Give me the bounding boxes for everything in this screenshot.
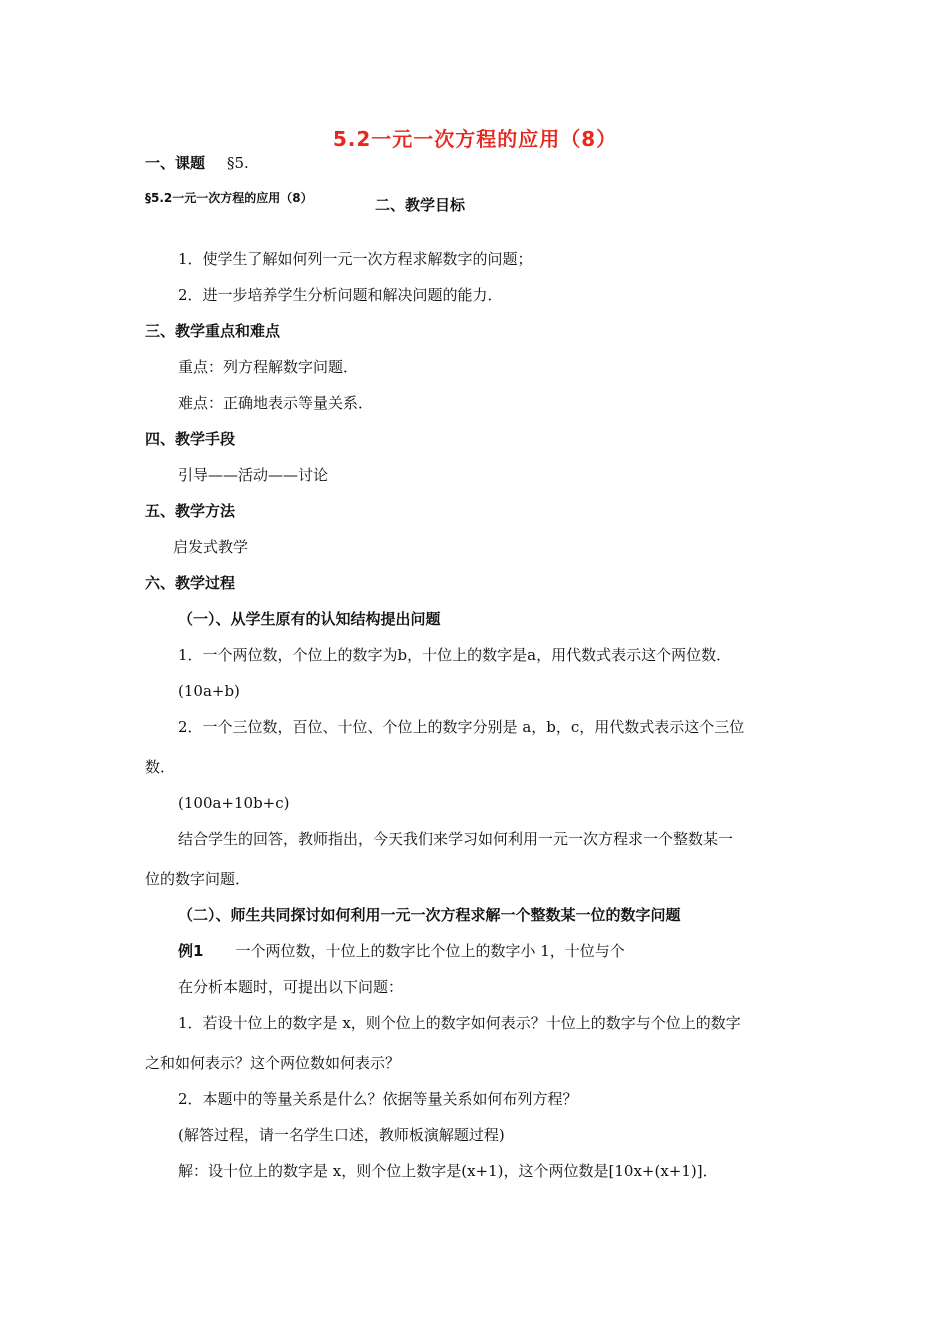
section-1-heading: 一、课题 [145,154,206,172]
section-1-value: §5. [227,154,249,172]
analysis-question-1-line-1: 1．若设十位上的数字是 x，则个位上的数字如何表示？十位上的数字与个位上的数字 [178,1014,741,1032]
section-4-heading: 四、教学手段 [145,430,236,448]
section-2-heading: 二、教学目标 [375,196,466,214]
example-label: 例1 [178,942,204,960]
answer-2: (100a+10b+c) [178,794,290,812]
analysis-intro: 在分析本题时，可提出以下问题： [178,978,404,996]
goal-2: 2．进一步培养学生分析问题和解决问题的能力． [178,286,503,304]
part-2-heading: （二）、师生共同探讨如何利用一元一次方程求解一个整数某一位的数字问题 [178,906,681,924]
goal-1: 1．使学生了解如何列一元一次方程求解数字的问题； [178,250,533,268]
section-6-heading: 六、教学过程 [145,574,236,592]
process-note: (解答过程，请一名学生口述，教师板演解题过程) [178,1126,505,1144]
teaching-method: 启发式教学 [173,538,249,556]
section-3-heading: 三、教学重点和难点 [145,322,281,340]
teaching-means: 引导——活动——讨论 [178,466,329,484]
subtitle-line: §5.2一元一次方程的应用（8） [145,191,313,205]
analysis-question-2: 2．本题中的等量关系是什么？依据等量关系如何布列方程？ [178,1090,578,1108]
part-1-heading: （一）、从学生原有的认知结构提出问题 [178,610,441,628]
analysis-question-1-line-2: 之和如何表示？这个两位数如何表示？ [145,1054,401,1072]
summary-line-1: 结合学生的回答，教师指出，今天我们来学习如何利用一元一次方程求一个整数某一 [178,830,734,848]
document-title: 5.2一元一次方程的应用（8） [332,127,618,151]
answer-1: (10a+b) [178,682,240,700]
question-1: 1．一个两位数，个位上的数字为b，十位上的数字是a，用代数式表示这个两位数． [178,646,732,664]
section-5-heading: 五、教学方法 [145,502,236,520]
example-text: 一个两位数，十位上的数字比个位上的数字小 1，十位与个 [235,942,625,960]
question-2-line-2: 数． [145,758,176,776]
section-1 [145,154,249,172]
question-2-line-1: 2．一个三位数，百位、十位、个位上的数字分别是 a，b，c，用代数式表示这个三位 [178,718,745,736]
summary-line-2: 位的数字问题． [145,870,251,888]
example-1 [178,942,625,960]
difficulty: 难点：正确地表示等量关系． [178,394,374,412]
key-point: 重点：列方程解数字问题． [178,358,359,376]
solution-line: 解：设十位上的数字是 x，则个位上数字是(x+1)，这个两位数是[10x+(x+1)]． [178,1162,718,1180]
